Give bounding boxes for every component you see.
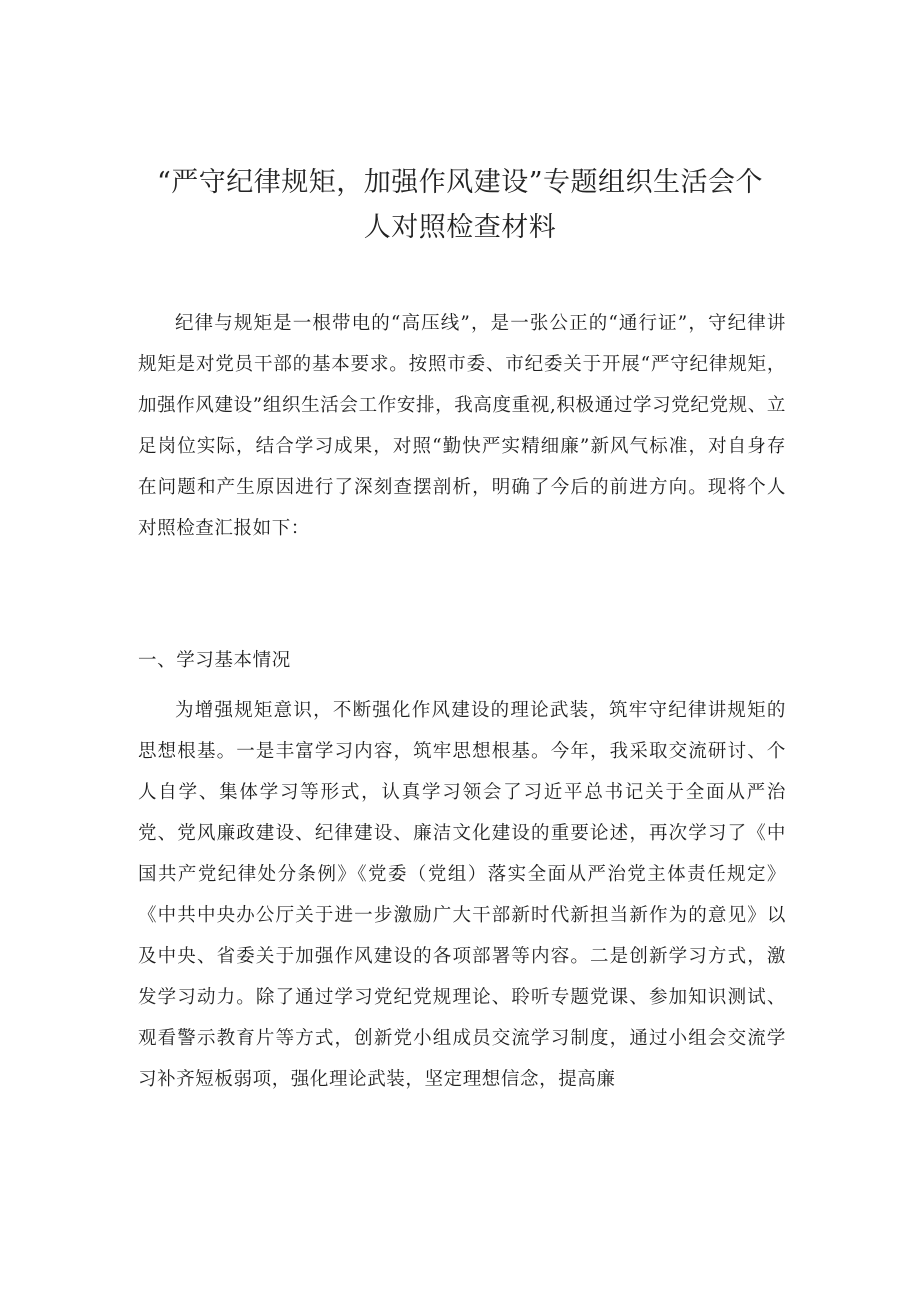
title-line-1: “严守纪律规矩，加强作风建设”专题组织生活会个 — [156, 167, 764, 198]
intro-paragraph: 纪律与规矩是一根带电的“高压线”，是一张公正的“通行证”，守纪律讲规矩是对党员干部的基本要求。按照市委、市纪委关于开展“严守纪律规矩，加强作风建设”组织生活会工作安排，我高度重视,积极通过学习党纪党规、立足岗位实际，结合学习成果，对照“勤快严实精细廉”新风气标准，对自身存在问题和产生原因进行了深刻查摆剖析，明确了今后的前进方向。现将个人对照检查汇报如下： — [138, 313, 786, 539]
title-line-2: 人对照检查材料 — [363, 212, 557, 243]
document-title — [100, 160, 820, 250]
section-1-heading: 一、学习基本情况 — [138, 650, 291, 671]
section-1-paragraph: 为增强规矩意识，不断强化作风建设的理论武装，筑牢守纪律讲规矩的思想根基。一是丰富学习内容，筑牢思想根基。今年，我采取交流研讨、个人自学、集体学习等形式，认真学习领会了习近平总书记关于全面从严治党、党风廉政建设、纪律建设、廉洁文化建设的重要论述，再次学习了《中国共产党纪律处分条例》《党委（党组）落实全面从严治党主体责任规定》《中共中央办公厅关于进一步激励广大干部新时代新担当新作为的意见》以及中央、省委关于加强作风建设的各项部署等内容。二是创新学习方式，激发学习动力。除了通过学习党纪党规理论、聆听专题党课、参加知识测试、观看警示教育片等方式，创新党小组成员交流学习制度，通过小组会交流学习补齐短板弱项，强化理论武装，坚定理想信念，提高廉 — [138, 700, 786, 1090]
